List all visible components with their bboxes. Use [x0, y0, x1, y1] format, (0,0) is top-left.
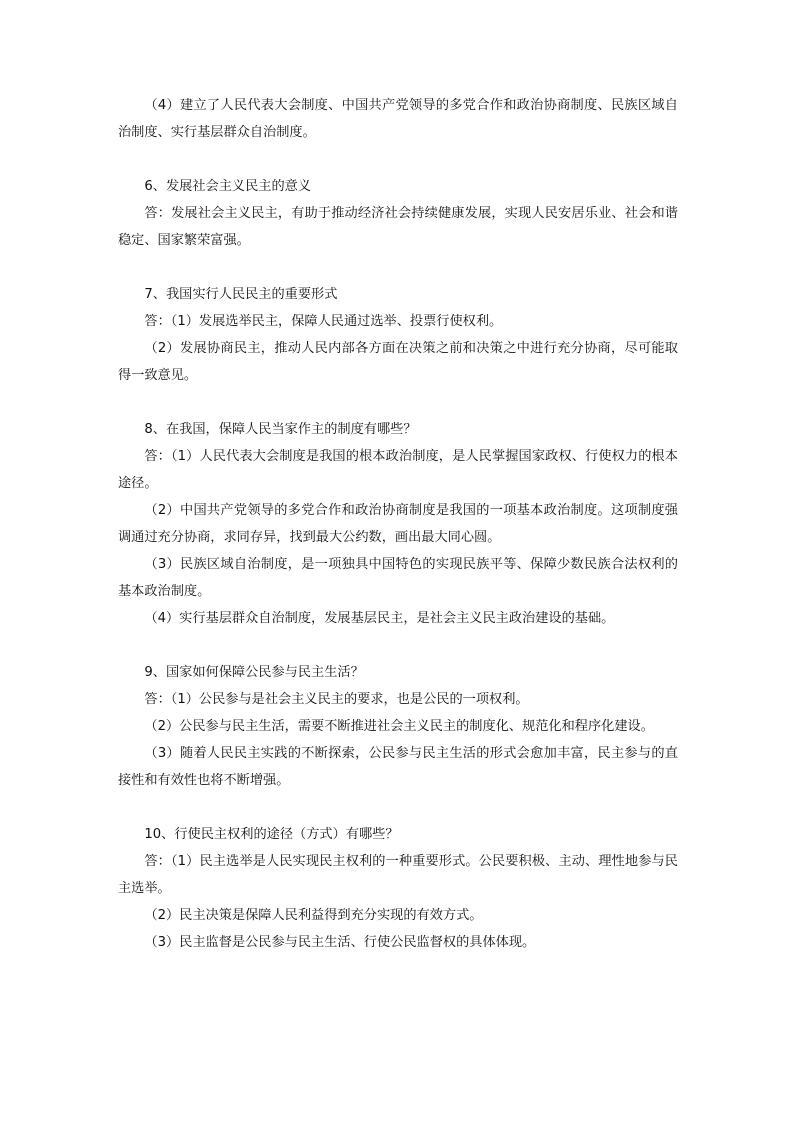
question-heading: 9、国家如何保障公民参与民主生活？: [144, 665, 364, 680]
section-9: [118, 659, 678, 794]
section-7: [118, 281, 678, 389]
section-10: [118, 821, 678, 956]
question-heading: 8、在我国，保障人民当家作主的制度有哪些？: [144, 422, 417, 437]
answer-paragraph: （3）随着人民民主实践的不断探索，公民参与民主生活的形式会愈加丰富，民主参与的直接性和有效性也将不断增强。: [118, 746, 678, 788]
answer-paragraph: 答：发展社会主义民主，有助于推动经济社会持续健康发展，实现人民安居乐业、社会和谐稳定、国家繁荣富强。: [118, 206, 678, 248]
question-heading: 10、行使民主权利的途径（方式）有哪些？: [144, 827, 399, 842]
answer-paragraph: （3）民主监督是公民参与民主生活、行使公民监督权的具体体现。: [144, 935, 536, 950]
answer-paragraph: （2）民主决策是保障人民利益得到充分实现的有效方式。: [144, 908, 483, 923]
question-heading: 7、我国实行人民民主的重要形式: [144, 287, 338, 302]
section-6: [118, 173, 678, 254]
intro-section: [118, 92, 678, 146]
answer-paragraph: （2）中国共产党领导的多党合作和政治协商制度是我国的一项基本政治制度。这项制度强调通过充分协商，求同存异，找到最大公约数，画出最大同心圆。: [118, 503, 678, 545]
answer-paragraph: （4）实行基层群众自治制度，发展基层民主，是社会主义民主政治建设的基础。: [144, 611, 615, 626]
answer-paragraph: 答：（1）公民参与是社会主义民主的要求，也是公民的一项权利。: [144, 692, 529, 707]
answer-paragraph: （3）民族区域自治制度，是一项独具中国特色的实现民族平等、保障少数民族合法权利的基本政治制度。: [118, 557, 678, 599]
answer-paragraph: 答：（1）民主选举是人民实现民主权利的一种重要形式。公民要积极、主动、理性地参与民主选举。: [118, 854, 678, 896]
answer-paragraph: 答：（1）发展选举民主，保障人民通过选举、投票行使权利。: [144, 314, 503, 329]
question-heading: 6、发展社会主义民主的意义: [144, 179, 312, 194]
answer-paragraph: 答：（1）人民代表大会制度是我国的根本政治制度，是人民掌握国家政权、行使权力的根本途径。: [118, 449, 678, 491]
document-content: [118, 92, 678, 983]
answer-paragraph: （2）公民参与民主生活，需要不断推进社会主义民主的制度化、规范化和程序化建设。: [144, 719, 654, 734]
answer-paragraph: （2）发展协商民主，推动人民内部各方面在决策之前和决策之中进行充分协商，尽可能取得一致意见。: [118, 341, 678, 383]
section-8: [118, 416, 678, 632]
intro-item: （4）建立了人民代表大会制度、中国共产党领导的多党合作和政治协商制度、民族区域自治制度、实行基层群众自治制度。: [118, 98, 678, 140]
